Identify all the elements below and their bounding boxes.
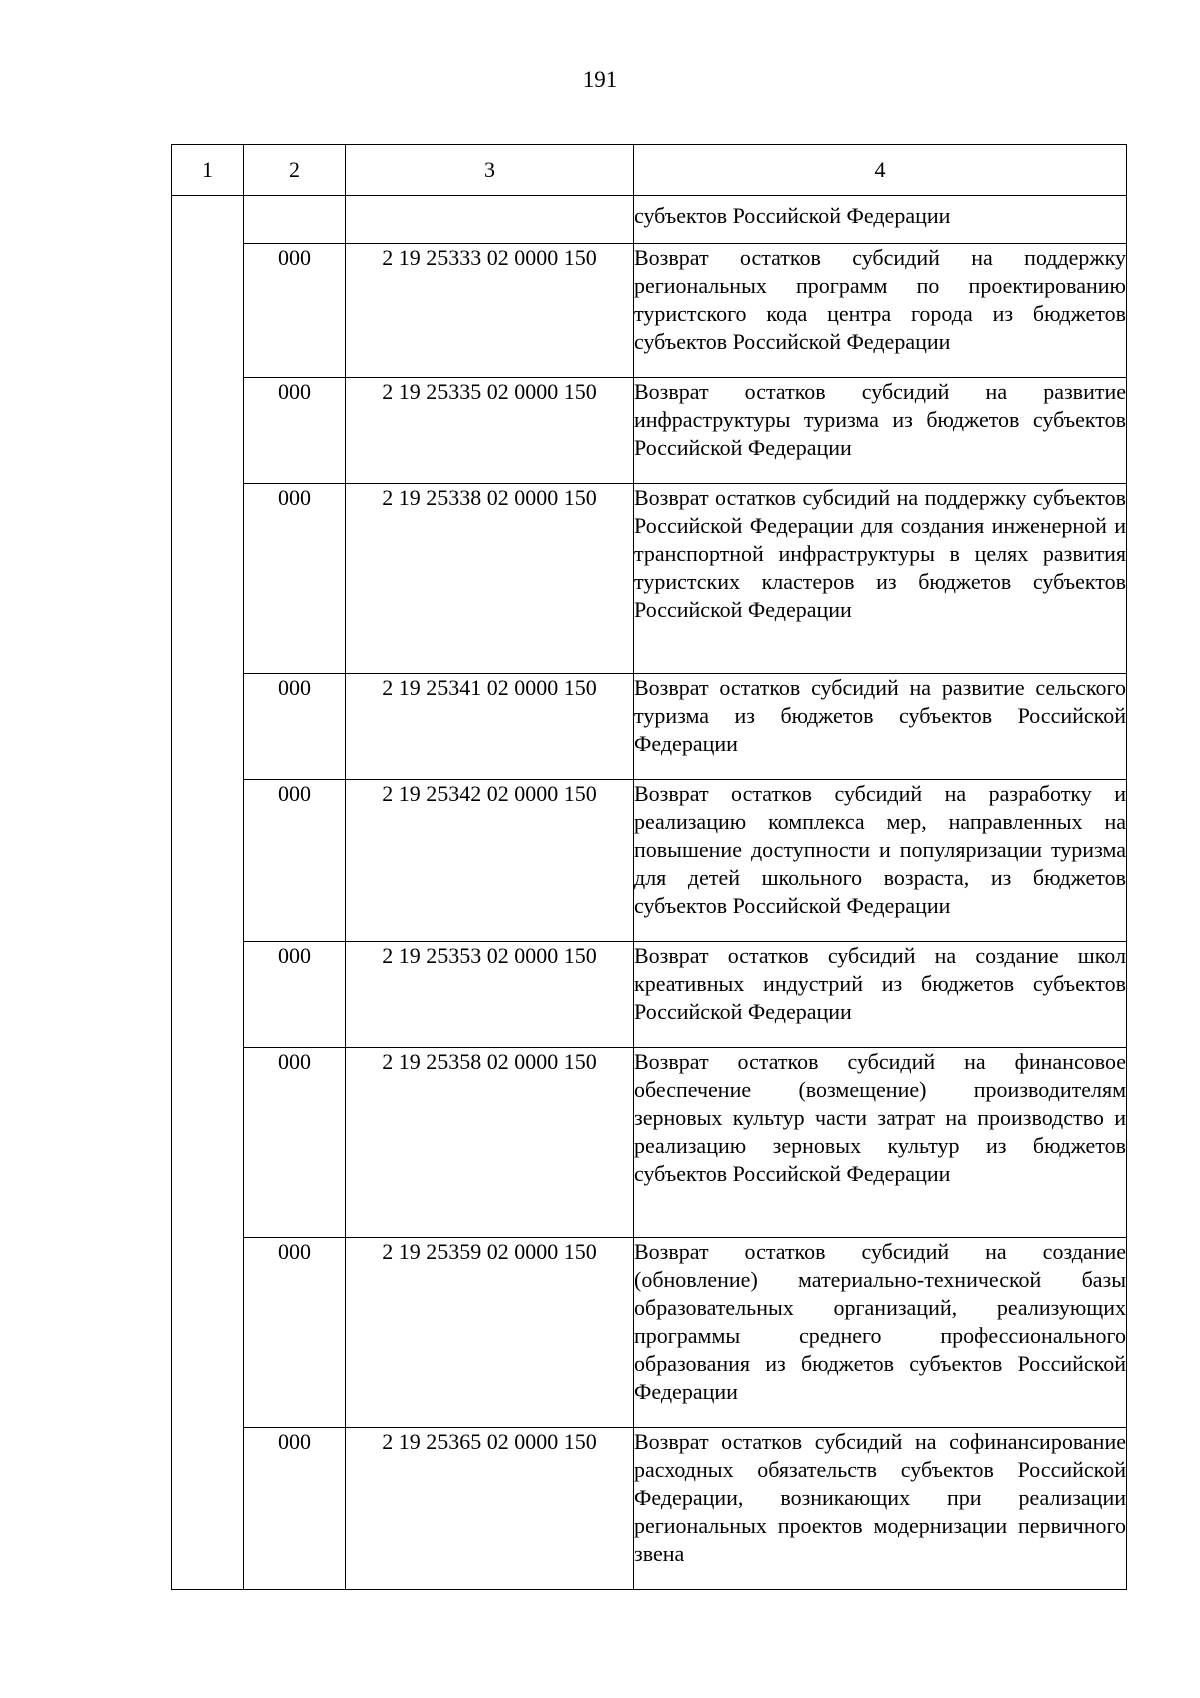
- table-row: [172, 942, 1127, 1048]
- income-code-cell: 2 19 25342 02 0000 150: [346, 780, 634, 942]
- admin-code-cell: [244, 196, 346, 244]
- income-code-cell: 2 19 25365 02 0000 150: [346, 1428, 634, 1590]
- admin-code-cell: 000: [244, 484, 346, 674]
- table-row: [172, 378, 1127, 484]
- table-row: [172, 674, 1127, 780]
- table-row: [172, 244, 1127, 378]
- table-row: [172, 780, 1127, 942]
- description-cell: Возврат остатков субсидий на поддержку субъектов Российской Федерации для создания инженерной и транспортной инфраструктуры в целях развития туристских кластеров из бюджетов субъектов Российской Федерации: [634, 484, 1127, 674]
- description-cell: Возврат остатков субсидий на софинансирование расходных обязательств субъектов Российской Федерации, возникающих при реализации региональных проектов модернизации первичного звена: [634, 1428, 1127, 1590]
- column-header-2: 2: [244, 145, 346, 196]
- income-code-cell: 2 19 25353 02 0000 150: [346, 942, 634, 1048]
- admin-code-cell: 000: [244, 942, 346, 1048]
- admin-code-cell: 000: [244, 780, 346, 942]
- admin-code-cell: 000: [244, 244, 346, 378]
- table-row: [172, 196, 1127, 244]
- income-code-cell: [346, 196, 634, 244]
- income-code-cell: 2 19 25335 02 0000 150: [346, 378, 634, 484]
- description-cell: Возврат остатков субсидий на развитие инфраструктуры туризма из бюджетов субъектов Российской Федерации: [634, 378, 1127, 484]
- table-row: [172, 1048, 1127, 1238]
- income-code-cell: 2 19 25341 02 0000 150: [346, 674, 634, 780]
- income-code-cell: 2 19 25333 02 0000 150: [346, 244, 634, 378]
- page-number: 191: [582, 67, 618, 92]
- admin-code-cell: 000: [244, 1238, 346, 1428]
- income-code-cell: 2 19 25338 02 0000 150: [346, 484, 634, 674]
- admin-code-cell: 000: [244, 1428, 346, 1590]
- income-code-cell: 2 19 25358 02 0000 150: [346, 1048, 634, 1238]
- table-row: [172, 1238, 1127, 1428]
- column-header-4: 4: [634, 145, 1127, 196]
- admin-code-cell: 000: [244, 674, 346, 780]
- budget-income-table: [171, 144, 1127, 1590]
- admin-code-cell: 000: [244, 1048, 346, 1238]
- column-1-merged-cell: [172, 196, 244, 1590]
- table-row: [172, 484, 1127, 674]
- description-cell: Возврат остатков субсидий на развитие сельского туризма из бюджетов субъектов Российской Федерации: [634, 674, 1127, 780]
- income-code-cell: 2 19 25359 02 0000 150: [346, 1238, 634, 1428]
- table-row: [172, 1428, 1127, 1590]
- admin-code-cell: 000: [244, 378, 346, 484]
- column-header-1: 1: [172, 145, 244, 196]
- table-header-row: [172, 145, 1127, 196]
- description-cell: Возврат остатков субсидий на разработку и реализацию комплекса мер, направленных на повышение доступности и популяризации туризма для детей школьного возраста, из бюджетов субъектов Российской Федерации: [634, 780, 1127, 942]
- column-header-3: 3: [346, 145, 634, 196]
- description-cell: Возврат остатков субсидий на финансовое обеспечение (возмещение) производителям зерновых культур части затрат на производство и реализацию зерновых культур из бюджетов субъектов Российской Федерации: [634, 1048, 1127, 1238]
- description-cell: Возврат остатков субсидий на создание (обновление) материально-технической базы образовательных организаций, реализующих программы среднего профессионального образования из бюджетов субъектов Российской Федерации: [634, 1238, 1127, 1428]
- description-cell: субъектов Российской Федерации: [634, 196, 1127, 244]
- description-cell: Возврат остатков субсидий на создание школ креативных индустрий из бюджетов субъектов Российской Федерации: [634, 942, 1127, 1048]
- description-cell: Возврат остатков субсидий на поддержку региональных программ по проектированию туристского кода центра города из бюджетов субъектов Российской Федерации: [634, 244, 1127, 378]
